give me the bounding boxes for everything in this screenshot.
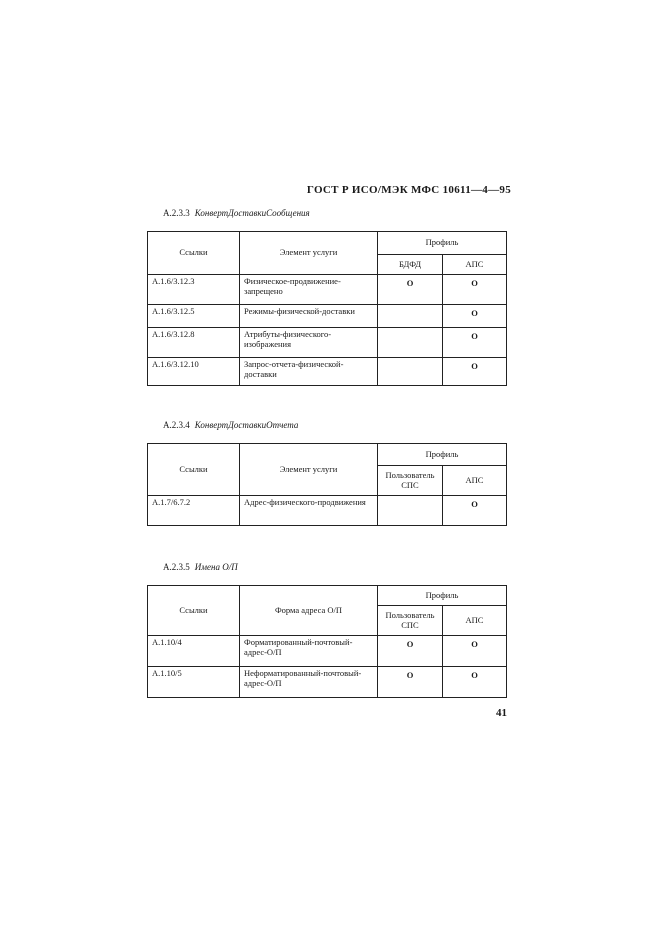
cell-col2: O <box>443 275 507 305</box>
cell-element: Физическое-продвижение-запрещено <box>240 275 378 305</box>
section-number: A.2.3.3 <box>163 208 190 218</box>
cell-col1 <box>378 328 443 358</box>
header-profile: Профиль <box>378 586 507 606</box>
table-row <box>148 275 507 305</box>
cell-col1 <box>378 305 443 328</box>
header-col1: БДФД <box>378 255 443 275</box>
cell-col1: O <box>378 275 443 305</box>
cell-col2: O <box>443 496 507 526</box>
cell-ref: A.1.6/3.12.5 <box>148 305 240 328</box>
section-title-a234 <box>163 420 298 430</box>
header-col2: АПС <box>443 606 507 636</box>
section-name: Имена О/П <box>194 562 238 572</box>
cell-col1 <box>378 358 443 386</box>
cell-ref: A.1.6/3.12.10 <box>148 358 240 386</box>
header-col2: АПС <box>443 466 507 496</box>
header-ref: Ссылки <box>148 586 240 636</box>
table-row <box>148 636 507 667</box>
cell-col1 <box>378 496 443 526</box>
cell-element: Форматированный-почтовый-адрес-О/П <box>240 636 378 667</box>
document-header: ГОСТ Р ИСО/МЭК МФС 10611—4—95 <box>306 184 511 196</box>
table-a235 <box>147 585 507 698</box>
cell-ref: A.1.6/3.12.8 <box>148 328 240 358</box>
cell-col2: O <box>443 667 507 698</box>
header-col1: Пользователь СПС <box>378 466 443 496</box>
section-title-a235 <box>163 562 238 572</box>
table-row <box>148 667 507 698</box>
table-row <box>148 358 507 386</box>
header-ref: Ссылки <box>148 232 240 275</box>
section-title-a233 <box>163 208 310 218</box>
section-number: A.2.3.5 <box>163 562 190 572</box>
header-element: Элемент услуги <box>240 232 378 275</box>
cell-col2: O <box>443 636 507 667</box>
cell-col2: O <box>443 328 507 358</box>
table-row <box>148 496 507 526</box>
cell-col1: O <box>378 667 443 698</box>
cell-ref: A.1.10/5 <box>148 667 240 698</box>
cell-element: Режимы-физической-доставки <box>240 305 378 328</box>
section-name: КонвертДоставкиСообщения <box>194 208 310 218</box>
cell-element: Атрибуты-физического-изображения <box>240 328 378 358</box>
cell-element: Запрос-отчета-физической-доставки <box>240 358 378 386</box>
cell-element: Неформатированный-почтовый-адрес-О/П <box>240 667 378 698</box>
header-ref: Ссылки <box>148 444 240 496</box>
section-number: A.2.3.4 <box>163 420 190 430</box>
header-profile: Профиль <box>378 444 507 466</box>
cell-element: Адрес-физического-продвижения <box>240 496 378 526</box>
section-name: КонвертДоставкиОтчета <box>194 420 299 430</box>
cell-col2: O <box>443 358 507 386</box>
table-row <box>148 328 507 358</box>
table-a233 <box>147 231 507 386</box>
cell-col2: O <box>443 305 507 328</box>
table-row <box>148 305 507 328</box>
header-profile: Профиль <box>378 232 507 255</box>
header-col2: АПС <box>443 255 507 275</box>
table-a234 <box>147 443 507 526</box>
page-number: 41 <box>496 707 507 719</box>
header-col1: Пользователь СПС <box>378 606 443 636</box>
cell-ref: A.1.6/3.12.3 <box>148 275 240 305</box>
header-element: Элемент услуги <box>240 444 378 496</box>
cell-ref: A.1.10/4 <box>148 636 240 667</box>
cell-col1: O <box>378 636 443 667</box>
cell-ref: A.1.7/6.7.2 <box>148 496 240 526</box>
header-element: Форма адреса О/П <box>240 586 378 636</box>
